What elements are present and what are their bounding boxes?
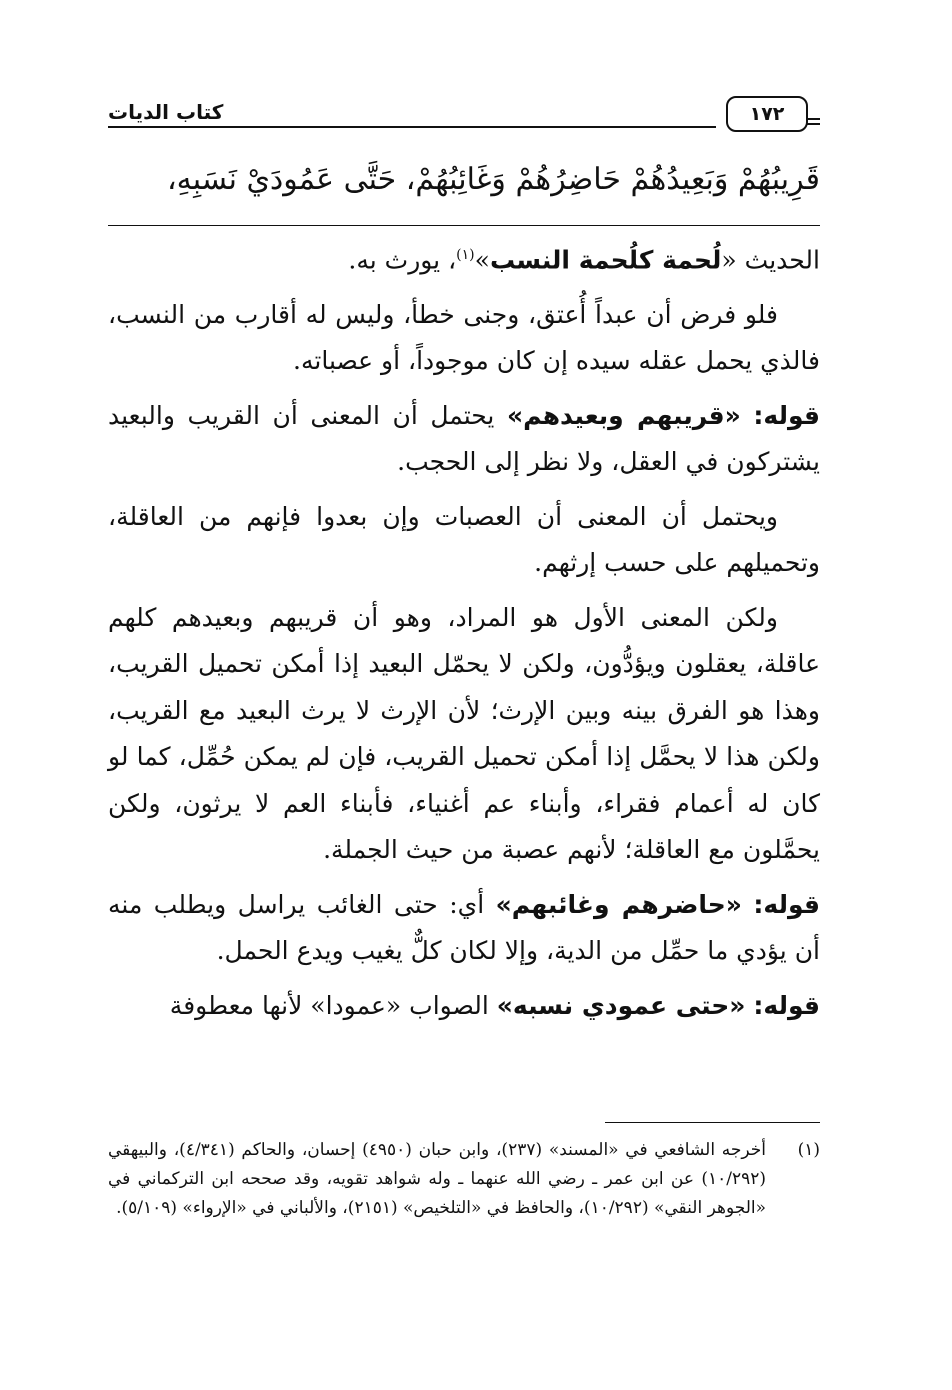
hadith-quote: لُحمة كلُحمة النسب: [489, 245, 722, 275]
qawluhu-label: قوله:: [753, 400, 820, 430]
footnote: [108, 1136, 820, 1223]
paragraph: ولكن المعنى الأول هو المراد، وهو أن قريبهم وبعيدهم كلهم عاقلة، يعقلون ويؤدُّون، ولكن لا يحمّل البعيد إذا أمكن تحميل القريب، وهذا هو الفرق بينه وبين الإرث؛ لأن الإرث لا يرث البعيد مع القريب، ولكن هذا لا يحمَّل إذا أمكن تحميل القريب، فإن لم يمكن حُمِّل، كما لو كان له أعمام فقراء، وأبناء عم أغنياء، فأبناء العم لا يرثون، ولكن يحمَّلون مع العاقلة؛ لأنهم عصبة من حيث الجملة.: [108, 602, 820, 865]
matn-divider: [108, 225, 820, 226]
paragraph: [108, 393, 820, 486]
paragraph: فلو فرض أن عبداً أُعتق، وجنى خطأ، وليس له أقارب من النسب، فالذي يحمل عقله سيده إن كان موجوداً، أو عصباته.: [108, 299, 820, 376]
paragraph: [108, 232, 820, 284]
paragraph: [108, 882, 820, 975]
page-number-ornament: [806, 118, 820, 120]
matn-quote: «حاضرهم وغائبهم»: [495, 889, 742, 919]
matn-quote: «قريبهم وبعيدهم»: [506, 400, 741, 430]
paragraph-text: الحديث «: [721, 245, 820, 275]
qawluhu-label: قوله:: [753, 889, 821, 919]
book-title: كتاب الديات: [108, 100, 224, 124]
paragraph-text: »: [474, 245, 490, 275]
page-header: [108, 92, 820, 140]
footnote-marker: (١): [797, 1140, 820, 1160]
paragraph: [108, 983, 820, 1030]
footnote-divider: [605, 1122, 820, 1123]
paragraph-text: أي: حتى الغائب يراسل ويطلب منه أن يؤدي ما حمِّل من الدية، وإلا لكان كلٌّ يغيب ويدع الحمل.: [108, 889, 820, 966]
matn-text: قَرِيبُهُمْ وَبَعِيدُهُمْ حَاضِرُهُمْ وَغَائِبُهُمْ، حَتَّى عَمُودَيْ نَسَبِهِ،: [166, 162, 820, 197]
paragraph-text: ، يورث به.: [348, 245, 457, 275]
paragraph-text: الصواب «عمودا» لأنها معطوفة: [169, 990, 489, 1020]
page-number: ١٧٢: [726, 96, 808, 132]
matn-quote: «حتى عمودي نسبه»: [496, 990, 746, 1020]
page-number-ornament: [806, 123, 820, 125]
footnote-text: أخرجه الشافعي في «المسند» (٢٣٧)، وابن حبان (٤٩٥٠) إحسان، والحاكم (٤/٣٤١)، والبيهقي (١٠/٢٩٢) عن ابن عمر ـ رضي الله عنهما ـ وله شواهد تقويه، وقد صححه ابن التركماني في «الجوهر النقي» (١٠/٢٩٢)، والحافظ في «التلخيص» (٢١٥١)، والألباني في «الإرواء» (٥/١٠٩).: [108, 1140, 766, 1218]
qawluhu-label: قوله:: [753, 990, 820, 1020]
commentary-body: [108, 232, 820, 1037]
footnote-reference: (١): [456, 247, 475, 263]
paragraph-text: يحتمل أن المعنى أن القريب والبعيد يشتركون في العقل، ولا نظر إلى الحجب.: [108, 400, 820, 477]
header-rule: [108, 126, 716, 128]
paragraph: ويحتمل أن المعنى أن العصبات وإن بعدوا فإنهم من العاقلة، وتحميلهم على حسب إرثهم.: [108, 501, 820, 578]
